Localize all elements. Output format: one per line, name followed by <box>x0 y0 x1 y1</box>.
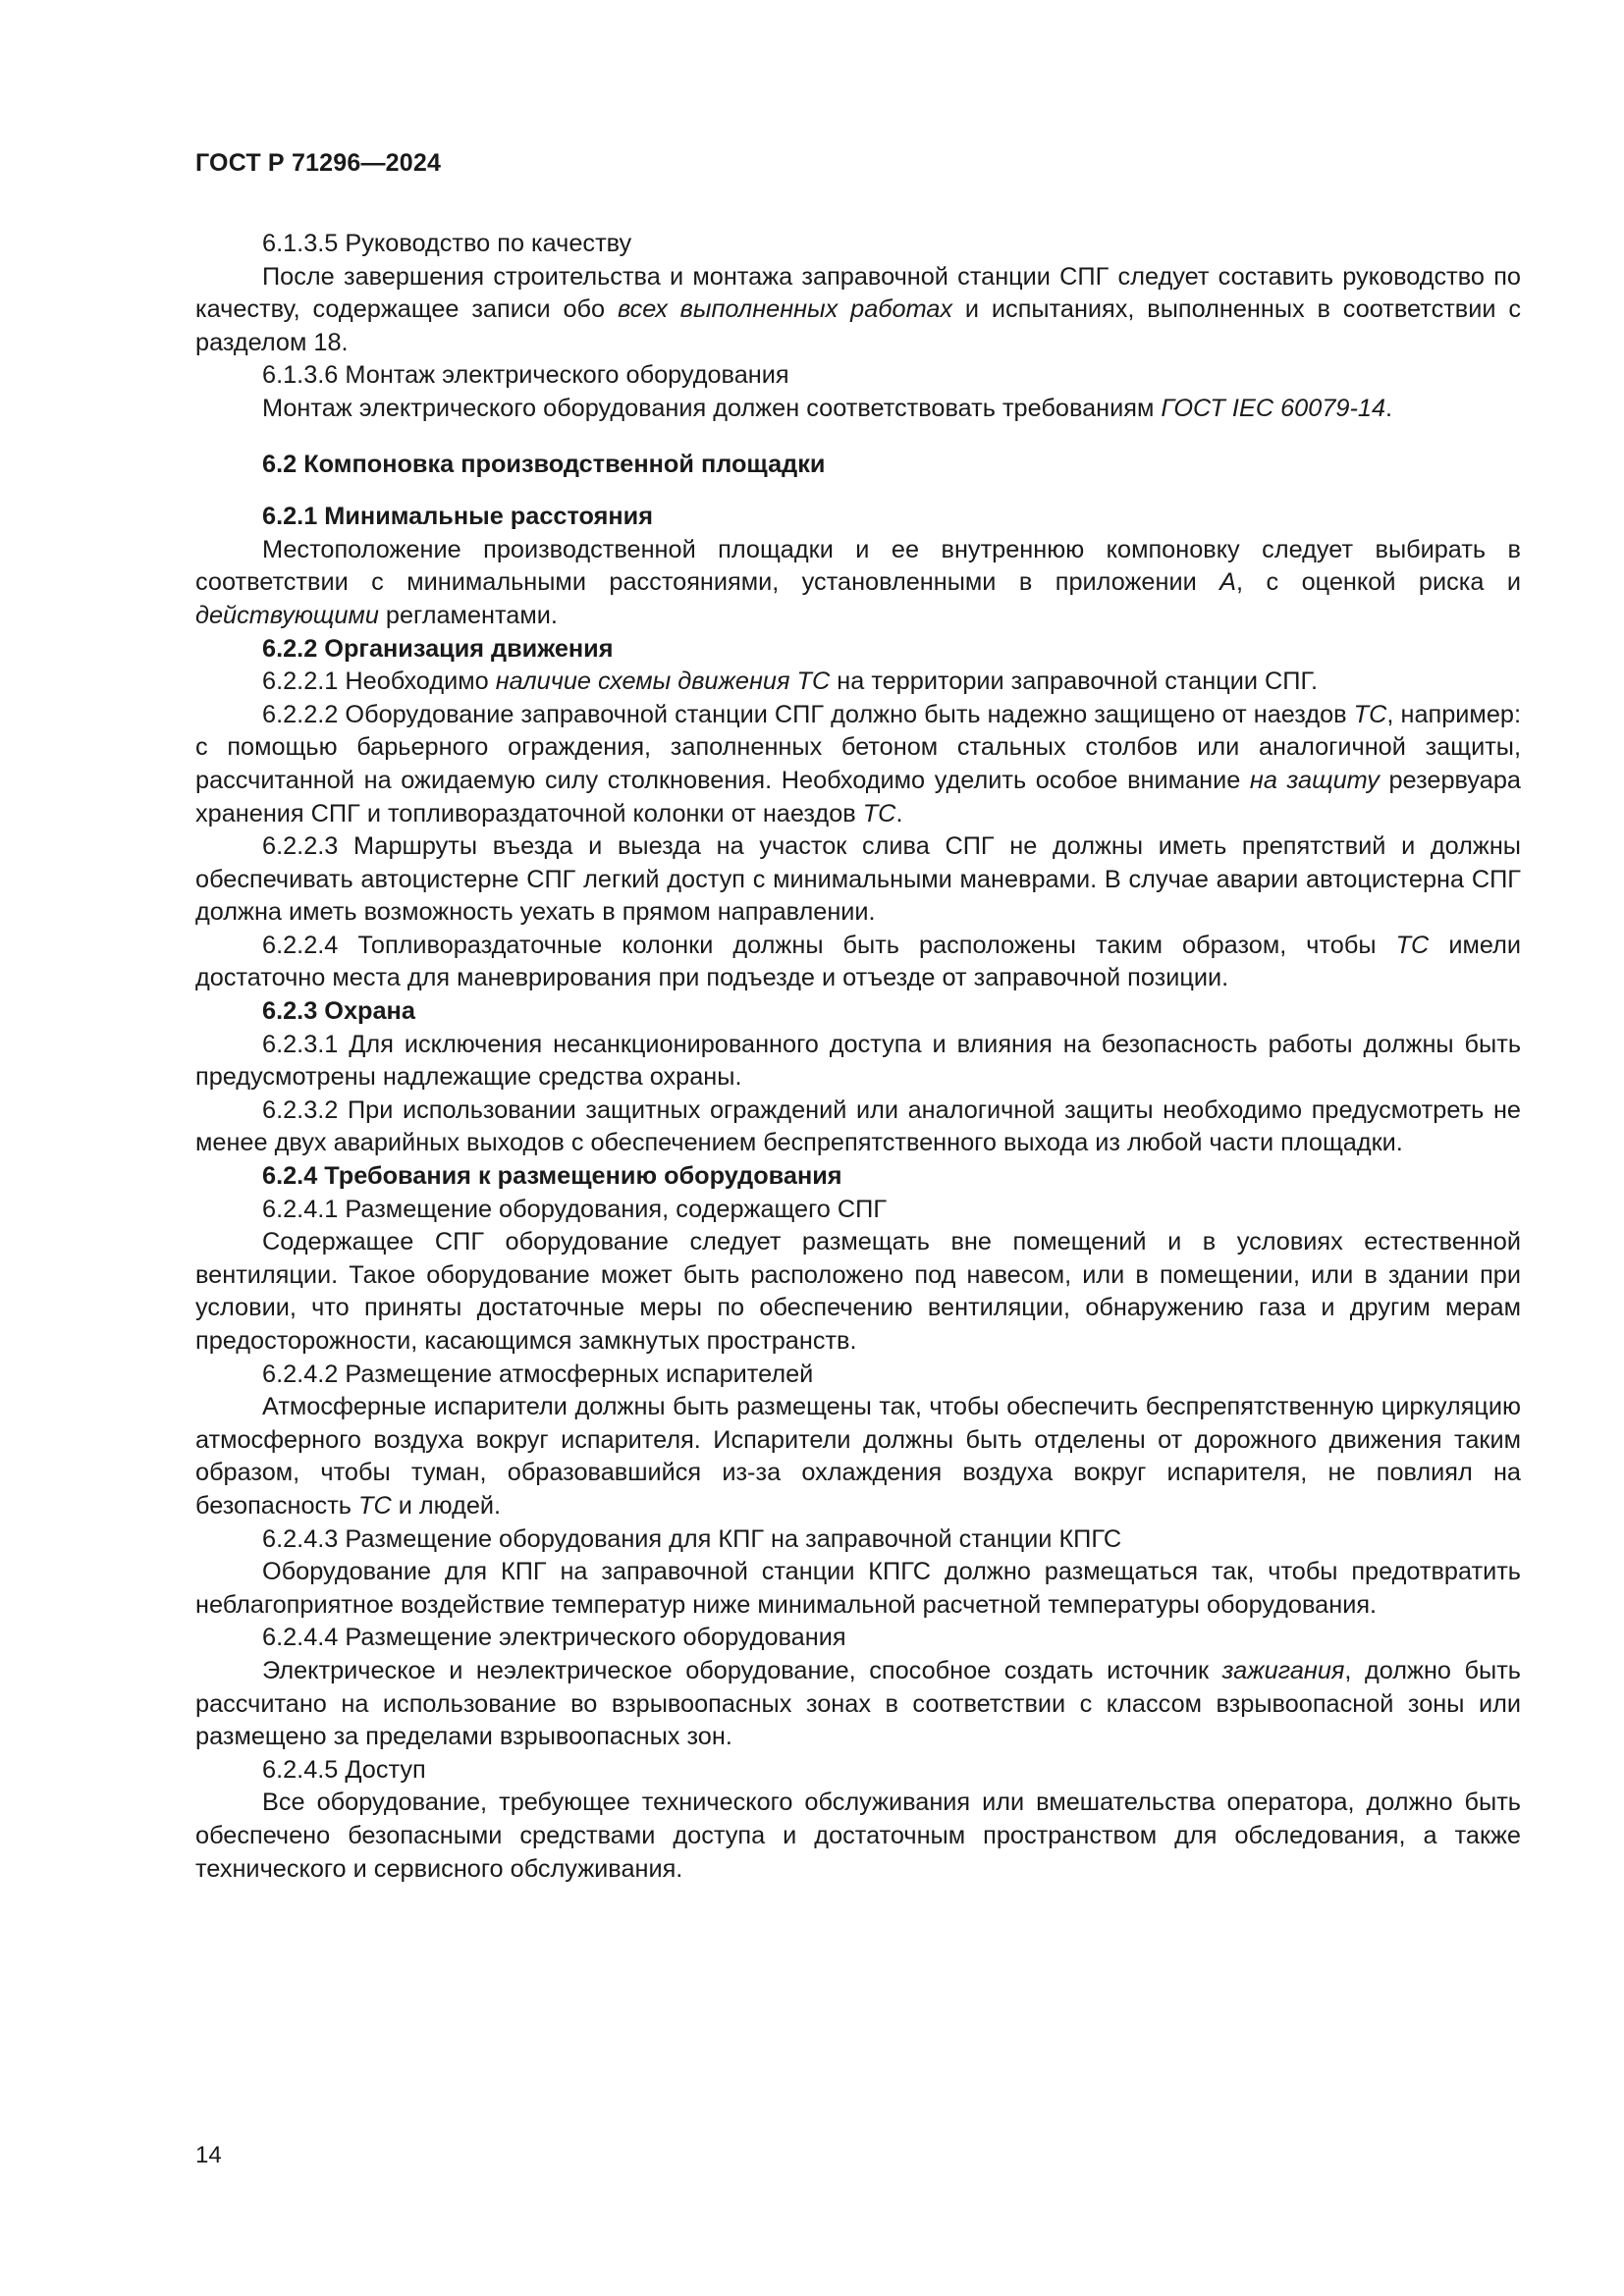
body-paragraph: После завершения строительства и монтажа заправочной станции СПГ следует составить руководство по качеству, содержащее записи обо всех выполненных работах и испытаниях, выполненных в соответствии с разделом 18. <box>195 262 1522 356</box>
subsection-heading: 6.2.3 Охрана <box>262 997 415 1026</box>
section-heading: 6.2 Компоновка производственной площадки <box>262 450 826 478</box>
subclause-heading: 6.1.3.6 Монтаж электрического оборудования <box>262 361 789 390</box>
subclause-heading: 6.2.4.4 Размещение электрического оборудования <box>262 1624 846 1652</box>
body-paragraph: 6.2.2.3 Маршруты въезда и выезда на участок слива СПГ не должны иметь препятствий и должны обеспечивать автоцистерне СПГ легкий доступ с минимальными маневрами. В случае аварии автоцистерна СПГ должна иметь возможность уехать в прямом направлении. <box>195 832 1521 927</box>
body-paragraph: 6.2.3.2 При использовании защитных ограждений или аналогичной защиты необходимо предусмотреть не менее двух аварийных выходов с обеспечением беспрепятственного выхода из любой части площадки. <box>195 1095 1521 1157</box>
document-body <box>195 228 1521 1886</box>
subsection-heading: 6.2.4 Требования к размещению оборудования <box>262 1162 842 1191</box>
body-paragraph: Все оборудование, требующее технического обслуживания или вмешательства оператора, должно быть обеспечено безопасными средствами доступа и достаточным пространством для обследования, а также технического и сервисного обслуживания. <box>195 1789 1521 1883</box>
subsection-heading: 6.2.1 Минимальные расстояния <box>262 503 653 531</box>
subclause-heading: 6.2.4.2 Размещение атмосферных испарителей <box>262 1360 814 1388</box>
body-paragraph: Монтаж электрического оборудования должен соответствовать требованиям ГОСТ IEC 60079-14. <box>262 394 1393 422</box>
body-paragraph: 6.2.3.1 Для исключения несанкционированного доступа и влияния на безопасность работы должны быть предусмотрены надлежащие средства охраны. <box>195 1030 1521 1092</box>
subclause-heading: 6.2.4.5 Доступ <box>262 1755 426 1784</box>
subclause-heading: 6.1.3.5 Руководство по качеству <box>262 230 632 257</box>
body-paragraph: 6.2.2.4 Топливораздаточные колонки должны быть расположены таким образом, чтобы ТС имели достаточно места для маневрирования при подъезде и отъезде от заправочной позиции. <box>195 931 1522 992</box>
body-paragraph: Атмосферные испарители должны быть размещены так, чтобы обеспечить беспрепятственную циркуляцию атмосферного воздуха вокруг испарителя. Испарители должны быть отделены от дорожного движения таким образом, чтобы туман, образовавшийся из-за охлаждения воздуха вокруг испарителя, не повлиял на безопасность ТС и людей. <box>195 1393 1521 1520</box>
page-number: 14 <box>195 2142 222 2168</box>
document-header: ГОСТ Р 71296—2024 <box>195 149 442 177</box>
body-paragraph: Электрическое и неэлектрическое оборудование, способное создать источник зажигания, должно быть рассчитано на использование во взрывоопасных зонах в соответствии с классом взрывоопасной зоны или размещено за пределами взрывоопасных зон. <box>195 1656 1521 1751</box>
body-paragraph: Оборудование для КПГ на заправочной станции КПГС должно размещаться так, чтобы предотвратить неблагоприятное воздействие температур ниже минимальной расчетной температуры оборудования. <box>195 1558 1521 1619</box>
body-paragraph: 6.2.2.2 Оборудование заправочной станции СПГ должно быть надежно защищено от наездов ТС, например: с помощью барьерного ограждения, заполненных бетоном стальных столбов или аналогичной защиты, рассчитанной на ожидаемую силу столкновения. Необходимо уделить особое внимание на защиту резервуара хранения СПГ и топливораздаточной колонки от наездов ТС. <box>195 700 1521 828</box>
subclause-heading: 6.2.4.1 Размещение оборудования, содержащего СПГ <box>262 1195 888 1223</box>
body-paragraph: Местоположение производственной площадки и ее внутреннюю компоновку следует выбирать в соответствии с минимальными расстояниями, установленными в приложении А, с оценкой риска и действующими регламентами. <box>195 535 1522 629</box>
body-paragraph: Содержащее СПГ оборудование следует размещать вне помещений и в условиях естественной вентиляции. Такое оборудование может быть расположено под навесом, или в помещении, или в здании при условии, что приняты достаточные меры по обеспечению вентиляции, обнаружению газа и другим мерам предосторожности, касающимся замкнутых пространств. <box>195 1228 1521 1355</box>
body-paragraph: 6.2.2.1 Необходимо наличие схемы движения ТС на территории заправочной станции СПГ. <box>262 667 1319 696</box>
subsection-heading: 6.2.2 Организация движения <box>262 634 614 663</box>
subclause-heading: 6.2.4.3 Размещение оборудования для КПГ на заправочной станции КПГС <box>262 1524 1122 1553</box>
